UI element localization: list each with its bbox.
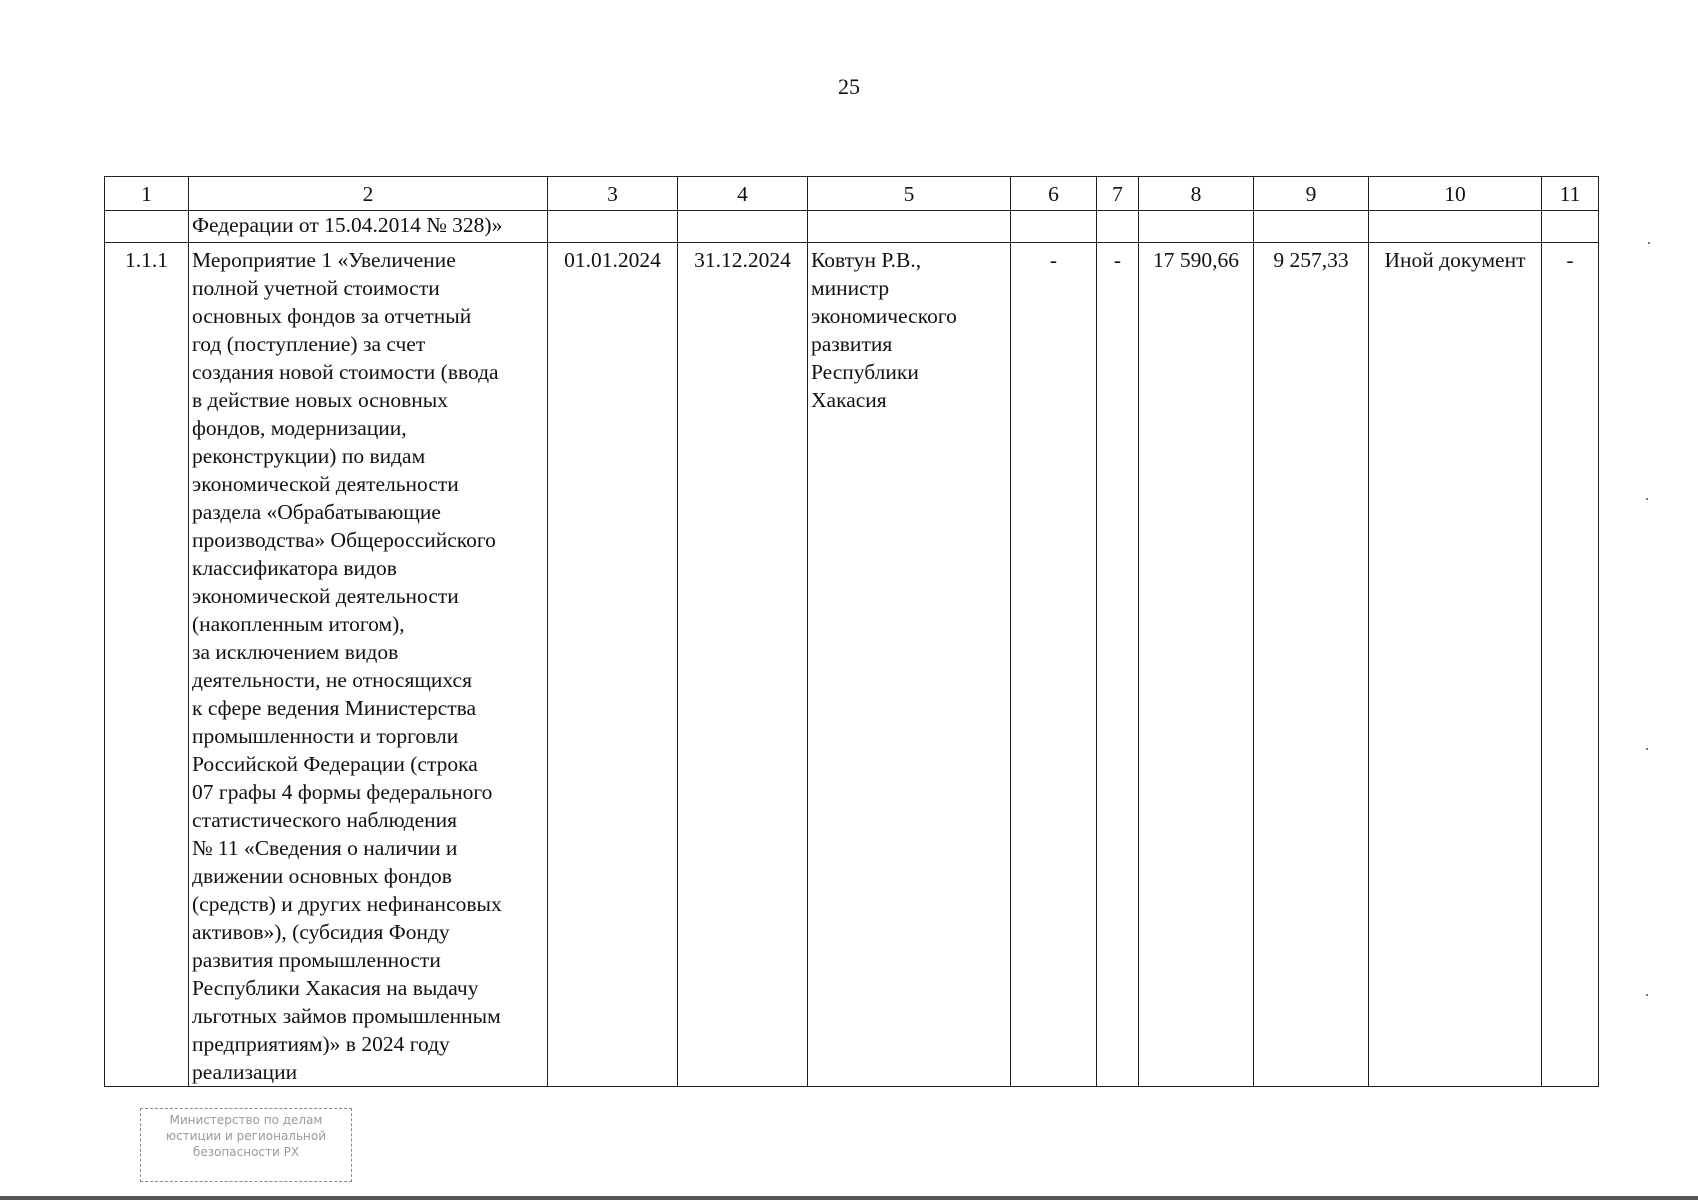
- responsible-line: Ковтун Р.В.,: [811, 248, 922, 272]
- col-11-value: -: [1542, 243, 1599, 1087]
- responsible-line: экономического: [811, 304, 957, 328]
- responsible-line: министр: [811, 276, 890, 300]
- description-line: экономической деятельности: [192, 472, 459, 496]
- header-cell: 5: [808, 177, 1011, 211]
- header-cell: 6: [1011, 177, 1097, 211]
- measure-description: [189, 243, 548, 1087]
- table-row: [105, 243, 1599, 1087]
- description-line: активов»), (субсидия Фонду: [192, 920, 450, 944]
- table-cell: [1369, 211, 1542, 243]
- header-cell: 3: [548, 177, 678, 211]
- scan-speck: [1646, 748, 1648, 750]
- table-cell: [1542, 211, 1599, 243]
- table-cell: [105, 211, 189, 243]
- page-number: 25: [838, 74, 860, 99]
- description-line: деятельности, не относящихся: [192, 668, 472, 692]
- registration-stamp: [140, 1108, 352, 1182]
- description-line: фондов, модернизации,: [192, 416, 407, 440]
- description-line: реализации: [192, 1060, 298, 1084]
- row-number: 1.1.1: [105, 243, 189, 1087]
- description-lines: [192, 246, 544, 1086]
- table-cell: [548, 211, 678, 243]
- description-line: классификатора видов: [192, 556, 397, 580]
- stamp-line: безопасности РХ: [192, 1145, 300, 1159]
- description-line: Республики Хакасия на выдачу: [192, 976, 479, 1000]
- col-9-value: 9 257,33: [1254, 243, 1369, 1087]
- description-line: создания новой стоимости (ввода: [192, 360, 499, 384]
- responsible-lines: [811, 246, 1007, 414]
- responsible-line: Хакасия: [811, 388, 887, 412]
- header-cell: 11: [1542, 177, 1599, 211]
- header-cell: 1: [105, 177, 189, 211]
- description-line: за исключением видов: [192, 640, 399, 664]
- header-cell: 2: [189, 177, 548, 211]
- scan-speck: [1646, 994, 1648, 996]
- description-line: в действие новых основных: [192, 388, 448, 412]
- end-date: 31.12.2024: [678, 243, 808, 1087]
- continuation-row: [105, 211, 1599, 243]
- continuation-text: Федерации от 15.04.2014 № 328)»: [189, 211, 548, 243]
- page-bottom-edge: [0, 1196, 1698, 1200]
- scan-speck: [1648, 242, 1650, 244]
- table-cell: [678, 211, 808, 243]
- description-line: производства» Общероссийского: [192, 528, 496, 552]
- document-table: [104, 176, 1599, 1087]
- description-line: основных фондов за отчетный: [192, 304, 472, 328]
- header-cell: 10: [1369, 177, 1542, 211]
- responsible-person: [808, 243, 1011, 1087]
- col-6-value: -: [1011, 243, 1097, 1087]
- description-line: статистического наблюдения: [192, 808, 458, 832]
- stamp-line: юстиции и региональной: [165, 1129, 327, 1143]
- responsible-line: Республики: [811, 360, 919, 384]
- description-line: № 11 «Сведения о наличии и: [192, 836, 458, 860]
- description-line: Российской Федерации (строка: [192, 752, 478, 776]
- table-cell: [1097, 211, 1139, 243]
- description-line: экономической деятельности: [192, 584, 459, 608]
- header-row: [105, 177, 1599, 211]
- description-line: промышленности и торговли: [192, 724, 459, 748]
- start-date: 01.01.2024: [548, 243, 678, 1087]
- description-line: льготных займов промышленным: [192, 1004, 501, 1028]
- table-cell: [1254, 211, 1369, 243]
- scan-speck: [1646, 498, 1648, 500]
- col-7-value: -: [1097, 243, 1139, 1087]
- stamp-line: Министерство по делам: [169, 1113, 323, 1127]
- header-cell: 8: [1139, 177, 1254, 211]
- description-line: предприятиям)» в 2024 году: [192, 1032, 450, 1056]
- description-line: к сфере ведения Министерства: [192, 696, 477, 720]
- responsible-line: развития: [811, 332, 893, 356]
- description-line: реконструкции) по видам: [192, 444, 426, 468]
- description-line: полной учетной стоимости: [192, 276, 440, 300]
- description-line: год (поступление) за счет: [192, 332, 426, 356]
- header-cell: 4: [678, 177, 808, 211]
- description-line: (накопленным итогом),: [192, 612, 405, 636]
- description-line: Мероприятие 1 «Увеличение: [192, 248, 456, 272]
- document-type: Иной документ: [1369, 243, 1542, 1087]
- col-8-value: 17 590,66: [1139, 243, 1254, 1087]
- table-cell: [808, 211, 1011, 243]
- header-cell: 9: [1254, 177, 1369, 211]
- description-line: движении основных фондов: [192, 864, 452, 888]
- description-line: раздела «Обрабатывающие: [192, 500, 441, 524]
- description-line: развития промышленности: [192, 948, 441, 972]
- table-cell: [1139, 211, 1254, 243]
- header-cell: 7: [1097, 177, 1139, 211]
- description-line: 07 графы 4 формы федерального: [192, 780, 493, 804]
- description-line: (средств) и других нефинансовых: [192, 892, 502, 916]
- table-cell: [1011, 211, 1097, 243]
